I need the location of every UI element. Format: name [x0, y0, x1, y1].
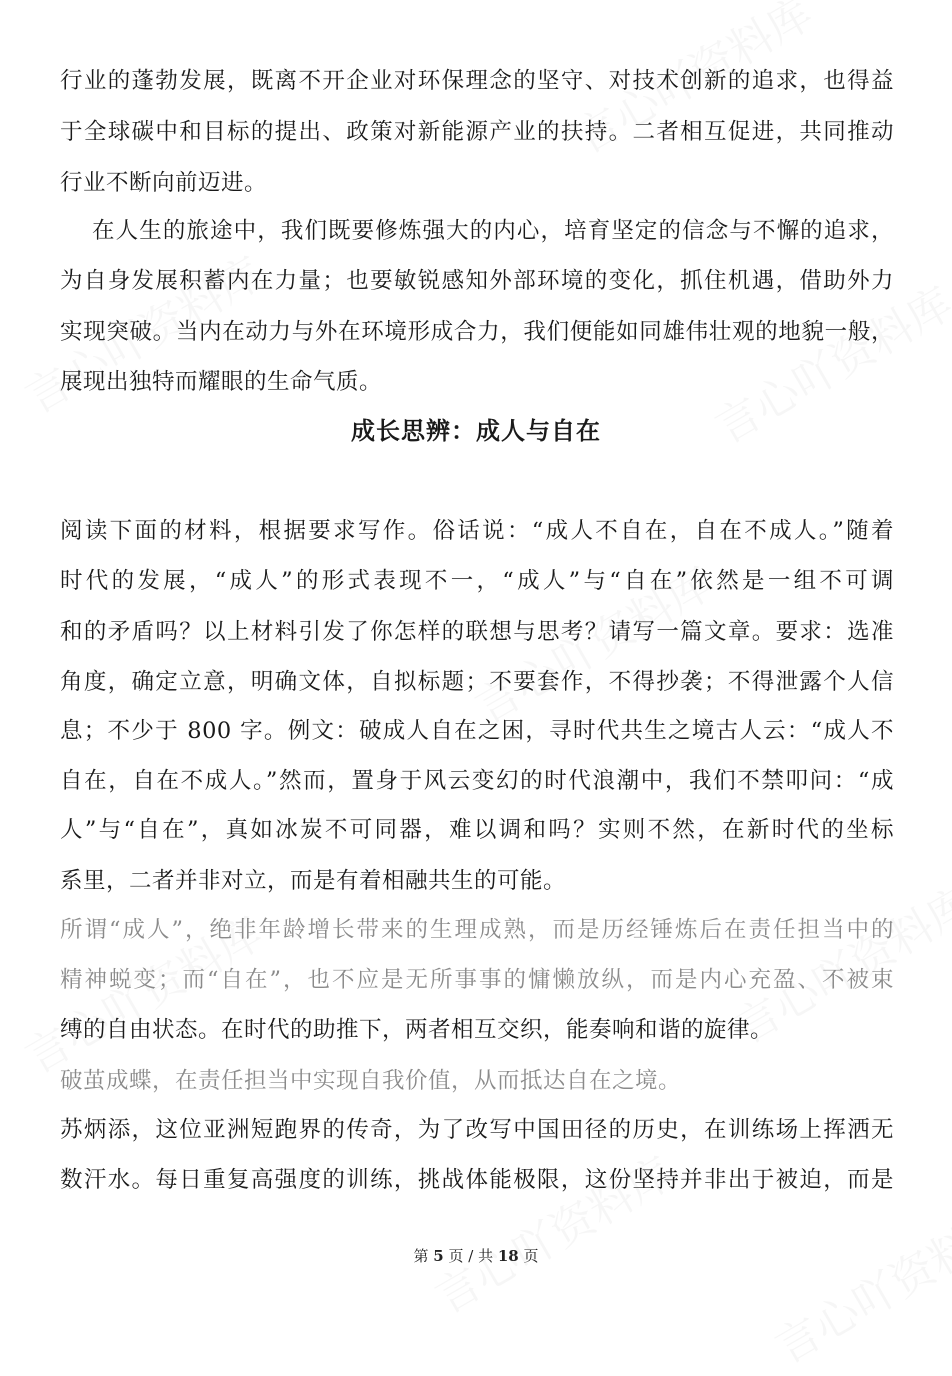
paragraph-line: 角度，确定立意，明确文体，自拟标题；不要套作，不得抄袭；不得泄露个人信 [60, 669, 894, 695]
paragraph-line [60, 965, 894, 995]
paragraph-line: 自在，自在不成人。”然而，置身于风云变幻的时代浪潮中，我们不禁叩问：“成 [60, 768, 894, 794]
paragraph-line: 实现突破。当内在动力与外在环境形成合力，我们便能如同雄伟壮观的地貌一般， [60, 319, 894, 345]
paragraph-line: 行业的蓬勃发展，既离不开企业对环保理念的坚守、对技术创新的追求，也得益 [60, 68, 894, 94]
paragraph-line: 为自身发展积蓄内在力量；也要敏锐感知外部环境的变化，抓住机遇，借助外力 [60, 268, 894, 294]
paragraph-line: 缚的自由状态。在时代的助推下，两者相互交织，能奏响和谐的旋律。 [60, 1017, 774, 1043]
page-number: 5 [433, 1247, 444, 1265]
paragraph-line: 阅读下面的材料，根据要求写作。俗话说：“成人不自在，自在不成人。”随着 [60, 518, 894, 544]
paragraph-line: 所谓“成人”，绝非年龄增长带来的生理成熟，而是历经锤炼后在责任担当中的 [60, 917, 894, 943]
paragraph-line: 在人生的旅途中，我们既要修炼强大的内心，培育坚定的信念与不懈的追求， [92, 218, 894, 244]
paragraph-line: 时代的发展，“成人”的形式表现不一，“成人”与“自在”依然是一组不可调 [60, 568, 894, 594]
paragraph-line: 系里，二者并非对立，而是有着相融共生的可能。 [60, 868, 567, 894]
paragraph-line: 于全球碳中和目标的提出、政策对新能源产业的扶持。二者相互促进，共同推动 [60, 119, 894, 145]
footer-prefix: 第 [413, 1247, 429, 1265]
paragraph-line: 和的矛盾吗？以上材料引发了你怎样的联想与思考？请写一篇文章。要求：选准 [60, 619, 894, 645]
total-pages: 18 [497, 1247, 519, 1265]
paragraph-line: 苏炳添，这位亚洲短跑界的传奇，为了改写中国田径的历史，在训练场上挥洒无 [60, 1117, 894, 1143]
footer-suffix: 页 [523, 1247, 539, 1265]
gray-text: 精神蜕变；而“自在”，也不应是无所事事的慵懒放纵，而是内心充盈、不被束 [60, 967, 894, 993]
watermark [762, 1188, 952, 1375]
footer-mid: 页 / 共 [448, 1247, 494, 1265]
paragraph-line: 行业不断向前迈进。 [60, 170, 268, 196]
paragraph-line: 展现出独特而耀眼的生命气质。 [60, 369, 383, 395]
paragraph-line: 息；不少于 800 字。例文：破成人自在之困，寻时代共生之境古人云：“成人不 [60, 718, 894, 744]
page-footer [0, 1246, 952, 1266]
paragraph-line: 数汗水。每日重复高强度的训练，挑战体能极限，这份坚持并非出于被迫，而是 [60, 1167, 894, 1193]
paragraph-line: 人”与“自在”，真如冰炭不可同器，难以调和吗？实则不然，在新时代的坐标 [60, 817, 894, 843]
section-title: 成长思辨：成人与自在 [351, 416, 601, 445]
paragraph-line: 破茧成蝶，在责任担当中实现自我价值，从而抵达自在之境。 [60, 1068, 682, 1094]
